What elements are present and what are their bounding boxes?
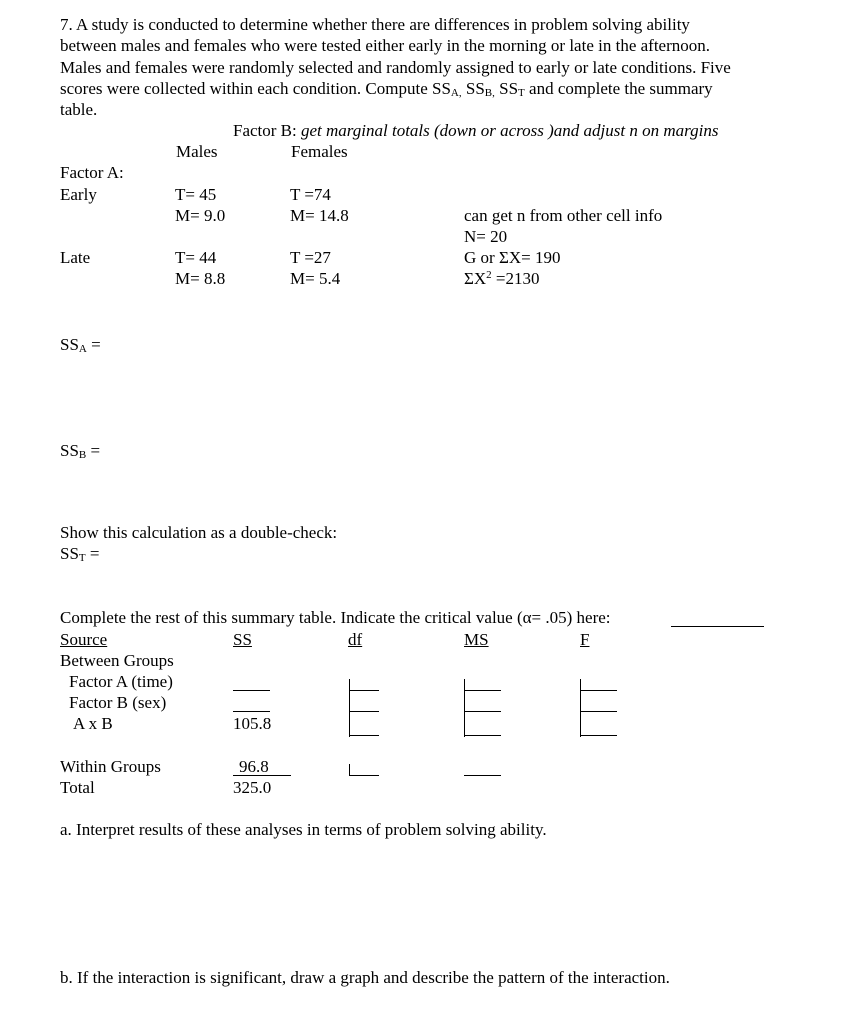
early-females-mean: M= 14.8 <box>290 206 349 225</box>
problem-line-3: Males and females were randomly selected and randomly assigned to early or late conditions. Five <box>60 57 731 77</box>
factor-a-f-blank[interactable] <box>580 690 617 691</box>
row-early: Early <box>60 185 97 204</box>
row-factor-b: Factor B (sex) <box>69 693 167 712</box>
info-sumsq: $\Sigma X^2 =2130$ <box>464 269 540 288</box>
axb-df-blank[interactable] <box>349 735 379 736</box>
info-n: N= 20 <box>464 227 508 246</box>
problem-line-1: 7. A study is conducted to determine whether there are differences in problem solving ability <box>60 15 690 34</box>
header-f: F <box>580 630 590 649</box>
axb-ss: 105.8 <box>233 714 272 733</box>
total-ss: 325.0 <box>233 778 272 797</box>
within-ss-underline <box>233 775 291 776</box>
problem-statement <box>60 14 800 120</box>
f-column-bar <box>580 679 581 737</box>
problem-line-2: between males and females who were tested either early in the morning or late in the afternoon. <box>60 36 711 56</box>
info-g: G or ΣX= 190 <box>464 248 561 267</box>
early-females-total: T =74 <box>290 185 331 204</box>
sst-label: $SS_T$ = <box>60 544 100 564</box>
question-b: b. If the interaction is significant, draw a graph and describe the pattern of the interaction. <box>60 968 670 987</box>
row-late: Late <box>60 248 91 267</box>
row-within: Within Groups <box>60 757 161 776</box>
problem-line-4: scores were collected within each condition. Compute $SS_{A,}$ $SS_{B,}$ $SS_T$ and complete the summary <box>60 78 713 99</box>
row-axb: A x B <box>73 714 113 733</box>
factor-a-ss-blank[interactable] <box>233 690 270 691</box>
factor-a-label: Factor A: <box>60 163 124 182</box>
axb-ms-blank[interactable] <box>464 735 501 736</box>
header-ss: SS <box>233 630 252 649</box>
factor-b-f-blank[interactable] <box>580 711 617 712</box>
row-total: Total <box>60 778 95 797</box>
late-males-total: T= 44 <box>175 248 217 267</box>
ssa-label: $SS_A$ = <box>60 335 101 355</box>
col-males: Males <box>176 142 218 161</box>
within-df-blank[interactable] <box>349 775 379 776</box>
ssb-label: $SS_B$ = <box>60 441 101 461</box>
row-factor-a: Factor A (time) <box>69 672 173 691</box>
col-females: Females <box>291 142 348 161</box>
early-males-mean: M= 9.0 <box>175 206 226 225</box>
late-females-mean: M= 5.4 <box>290 269 341 288</box>
double-check-text: Show this calculation as a double-check: <box>60 523 338 542</box>
factor-b-ms-blank[interactable] <box>464 711 501 712</box>
question-a: a. Interpret results of these analyses in terms of problem solving ability. <box>60 820 547 839</box>
critical-value-blank[interactable] <box>671 626 764 627</box>
factor-b-ss-blank[interactable] <box>233 711 270 712</box>
header-ms: MS <box>464 630 489 649</box>
late-females-total: T =27 <box>290 248 331 267</box>
factor-b-note: get marginal totals (down or across )and adjust n on margins <box>301 121 719 140</box>
summary-instructions: Complete the rest of this summary table. Indicate the critical value (α= .05) here: <box>60 608 611 627</box>
within-ss: 96.8 <box>239 757 269 776</box>
df-column-bar <box>349 679 350 737</box>
problem-line-5: table. <box>60 100 98 120</box>
factor-a-df-blank[interactable] <box>349 690 379 691</box>
row-between: Between Groups <box>60 651 174 670</box>
factor-b-heading: Factor B: get marginal totals (down or across )and adjust n on margins <box>233 121 719 140</box>
header-source: Source <box>60 630 108 649</box>
header-df: df <box>348 630 363 649</box>
within-ms-blank[interactable] <box>464 775 501 776</box>
ms-column-bar <box>464 679 465 737</box>
axb-f-blank[interactable] <box>580 735 617 736</box>
factor-b-df-blank[interactable] <box>349 711 379 712</box>
info-note: can get n from other cell info <box>464 206 663 225</box>
late-males-mean: M= 8.8 <box>175 269 226 288</box>
factor-a-ms-blank[interactable] <box>464 690 501 691</box>
early-males-total: T= 45 <box>175 185 217 204</box>
